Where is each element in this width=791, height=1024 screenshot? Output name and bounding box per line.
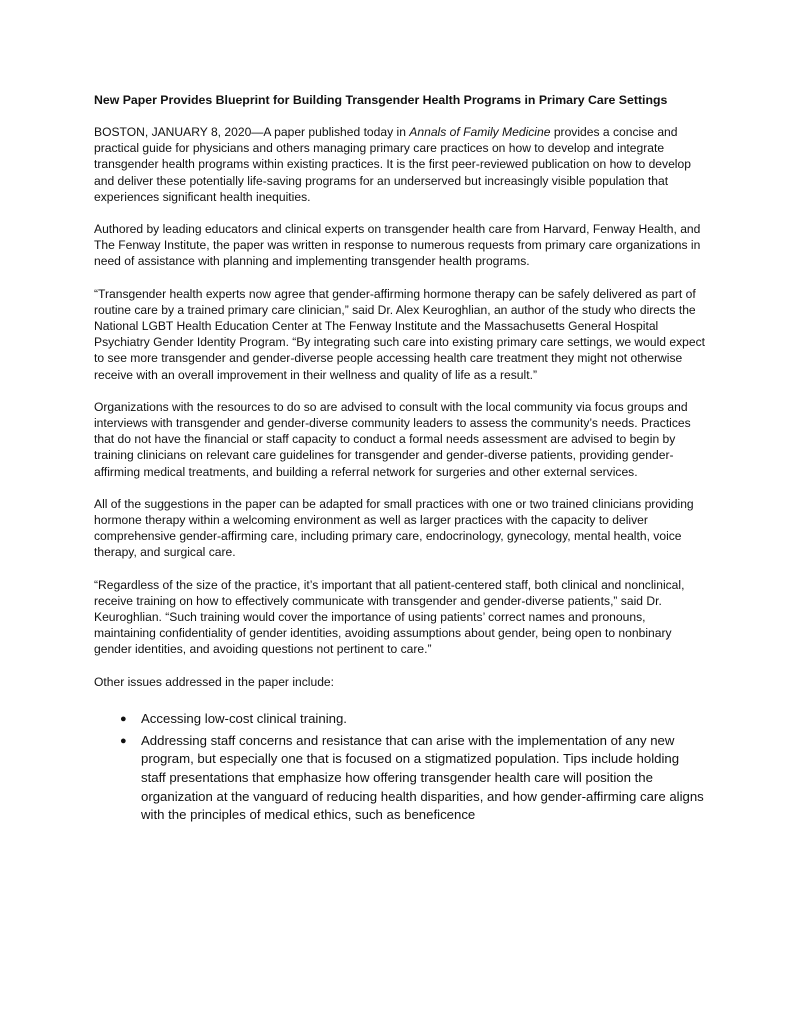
paragraph-quote-training: “Regardless of the size of the practice, it’s important that all patient-centered staff, both clinical and nonclinical, receive training on how to effectively communicate with transgender and gender-diverse patients,” said Dr. Keuroghlian. “Such training would cover the importance of using patients’ correct names and pronouns, maintaining confidentiality of gender identities, avoiding assumptions about gender, being open to nonbinary gender identities, and avoiding questions not pertinent to care.”	[94, 577, 685, 657]
lead-paragraph	[94, 124, 706, 205]
lead-dateline: BOSTON, JANUARY 8, 2020—A paper published today in	[94, 125, 410, 139]
paragraph-other-issues: Other issues addressed in the paper include:	[94, 674, 335, 689]
journal-name: Annals of Family Medicine	[409, 125, 551, 139]
lead-rest: provides a concise and practical guide for physicians and others managing primary care practices on how to develop and integrate transgender health programs within existing practices. It is the first peer-reviewed publication on how to develop and deliver these potentially life-saving programs for an underserved but increasingly visible population that experiences significant health inequities.	[94, 125, 691, 204]
list-item	[94, 710, 706, 729]
list-item-text: Addressing staff concerns and resistance that can arise with the implementation of any new program, but especially one that is focused on a stigmatized population. Tips include holding staff presentations that emphasize how offering transgender health care will position the organization at the vanguard of reducing health disparities, and how gender-affirming care aligns with the principles of medical ethics, such as beneficence	[141, 732, 704, 823]
document-title: New Paper Provides Blueprint for Building Transgender Health Programs in Primary Care Settings	[94, 93, 668, 107]
paragraph-suggestions: All of the suggestions in the paper can be adapted for small practices with one or two trained clinicians providing hormone therapy within a welcoming environment as well as larger practices with the capacity to deliver comprehensive gender-affirming care, including primary care, endocrinology, gynecology, mental health, voice therapy, and surgical care.	[94, 496, 694, 560]
list-item-text: Accessing low-cost clinical training.	[141, 710, 347, 726]
issues-list	[94, 710, 706, 825]
list-item	[94, 732, 706, 826]
paragraph-authors: Authored by leading educators and clinical experts on transgender health care from Harvard, Fenway Health, and The Fenway Institute, the paper was written in response to numerous requests from primary care organizations in need of assistance with planning and implementing transgender health programs.	[94, 222, 701, 269]
bullet-icon: ●	[120, 734, 127, 747]
paragraph-organizations: Organizations with the resources to do so are advised to consult with the local community via focus groups and interviews with transgender and gender-diverse community leaders to assess the community’s needs. Practices that do not have the financial or staff capacity to conduct a formal needs assessment are advised to begin by training clinicians on relevant care guidelines for transgender and gender-diverse patients, providing gender-affirming medical treatments, and building a referral network for surgeries and other external services.	[94, 399, 691, 479]
paragraph-quote-keuroghlian: “Transgender health experts now agree that gender-affirming hormone therapy can be safely delivered as part of routine care by a trained primary care clinician,” said Dr. Alex Keuroghlian, an author of the study who directs the National LGBT Health Education Center at The Fenway Institute and the Massachusetts General Hospital Psychiatry Gender Identity Program. “By integrating such care into existing primary care settings, we would expect to see more transgender and gender-diverse people accessing health care treatment they might not otherwise receive with an overall improvement in their wellness and quality of life as a result.”	[94, 286, 706, 382]
document-body	[94, 92, 706, 828]
bullet-icon: ●	[120, 712, 127, 725]
